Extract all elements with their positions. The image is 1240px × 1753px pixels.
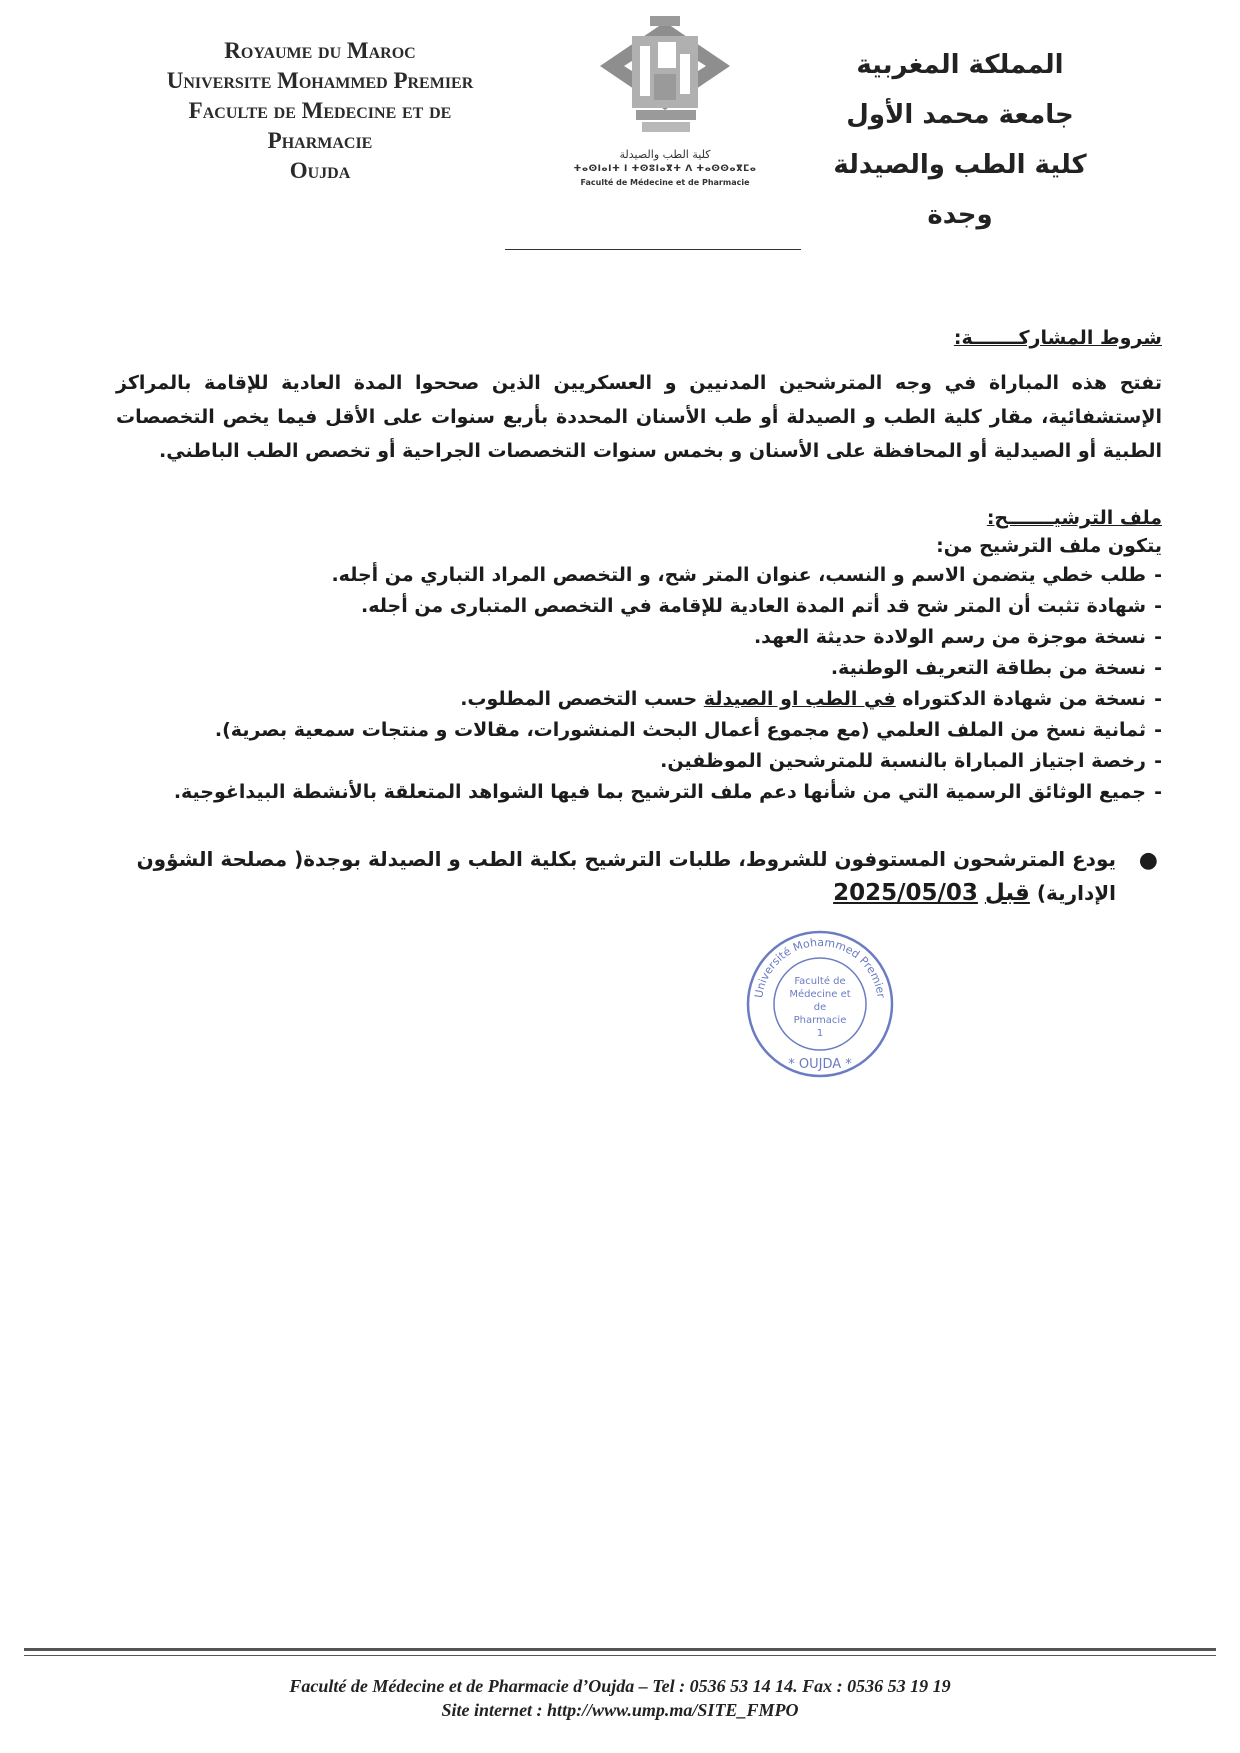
header-fr-line: Faculte de Medecine et de	[188, 98, 452, 123]
deadline-label: قبل	[984, 880, 1030, 906]
list-item: -نسخة من بطاقة التعريف الوطنية.	[830, 657, 1162, 679]
header-fr-line: Pharmacie	[267, 128, 373, 153]
stamp-inner-line: Médecine et	[789, 989, 851, 1000]
logo-caption-french: Faculté de Médecine et de Pharmacie	[580, 178, 750, 187]
header-ar-line: جامعة محمد الأول	[846, 100, 1074, 130]
conditions-paragraph: تفتح هذه المباراة في وجه المترشحين المدنيين و العسكريين الذين صححوا المدة العادية للإقامة بالمراكز الإستشفائية، مقار كلية الطب و الصيدلة أو طب الأسنان المحددة بأربع سنوات على الأقل فيما يخص التخصصات الطبية أو الصيدلية أو المحافظة على الأسنان و بخمس سنوات التخصصات الجراحية أو تخصص الطب الباطني.	[116, 372, 1162, 462]
footer-website: Site internet : http://www.ump.ma/SITE_FMPO	[441, 1700, 799, 1720]
stamp-inner-line: 1	[816, 1028, 824, 1039]
header-arabic	[830, 40, 1090, 240]
footer-rule	[24, 1648, 1216, 1651]
bullet-icon: ●	[1138, 848, 1158, 873]
header-ar-line: وجدة	[927, 200, 993, 230]
deadline-date: 2025/05/03	[833, 880, 978, 906]
list-item: -جميع الوثائق الرسمية التي من شأنها دعم ملف الترشيح بما فيها الشواهد المتعلقة بالأنشطة البيداغوجية.	[173, 781, 1162, 803]
logo-caption-arabic: كلية الطب والصيدلة	[619, 148, 711, 161]
stamp-inner-line: Pharmacie	[793, 1015, 847, 1026]
list-item: -نسخة من شهادة الدكتوراه في الطب او الصيدلة حسب التخصص المطلوب.	[460, 688, 1162, 710]
dossier-list	[116, 560, 1162, 808]
header-ar-line: كلية الطب والصيدلة	[833, 150, 1087, 180]
list-item: -ثمانية نسخ من الملف العلمي (مع مجموع أعمال البحث المنشورات، مقالات و منتجات سمعية بصرية).	[214, 719, 1162, 741]
list-item: -نسخة موجزة من رسم الولادة حديثة العهد.	[753, 626, 1162, 648]
stamp-bottom-text: * OUJDA *	[788, 1057, 852, 1072]
header-ar-line: المملكة المغربية	[856, 50, 1064, 80]
footer	[0, 1674, 1240, 1722]
faculty-logo	[570, 14, 760, 190]
header-separator	[505, 249, 801, 250]
footer-contact: Faculté de Médecine et de Pharmacie d’Oujda – Tel : 0536 53 14 14. Fax : 0536 53 19 19	[289, 1676, 951, 1696]
stamp-inner-line: de	[813, 1002, 827, 1013]
header-french	[100, 36, 540, 186]
stamp-inner-line: Faculté de	[794, 976, 846, 987]
header-fr-line: Universite Mohammed Premier	[166, 68, 474, 93]
list-item: -شهادة تثبت أن المتر شح قد أتم المدة العادية للإقامة في التخصص المتبارى من أجله.	[361, 595, 1162, 617]
stamp-ring-text: Université Mohammed Premier	[752, 935, 888, 999]
submission-notice	[116, 842, 1162, 910]
notice-text: يودع المترشحون المستوفون للشروط، طلبات الترشيح بكلية الطب و الصيدلة بوجدة( مصلحة الشؤون الإدارية)	[136, 847, 1116, 905]
list-item: -طلب خطي يتضمن الاسم و النسب، عنوان المتر شح، و التخصص المراد التباري من أجله.	[331, 564, 1162, 586]
header-fr-line: Royaume du Maroc	[224, 38, 416, 63]
dossier-title: ملف الترشيـــــــح:	[986, 507, 1162, 529]
logo-caption-tifinagh: ⵜⴰⵙⵏⴰⵏⵜ ⵏ ⵜⵙⵓⵏⴰⴳⵜ ⴷ ⵜⴰⵙⵙⴰⴳⵎⴰ	[573, 164, 757, 174]
list-item: -رخصة اجتياز المباراة بالنسبة للمترشحين الموظفين.	[660, 750, 1162, 772]
faculty-emblem-icon	[570, 14, 760, 146]
header-fr-line: Oujda	[289, 158, 351, 183]
official-stamp-icon	[740, 924, 900, 1084]
footer-rule	[24, 1655, 1216, 1656]
document-body	[116, 322, 1162, 910]
dossier-intro: يتكون ملف الترشيح من:	[936, 535, 1162, 557]
conditions-title: شروط المشاركـــــــة:	[953, 327, 1162, 349]
